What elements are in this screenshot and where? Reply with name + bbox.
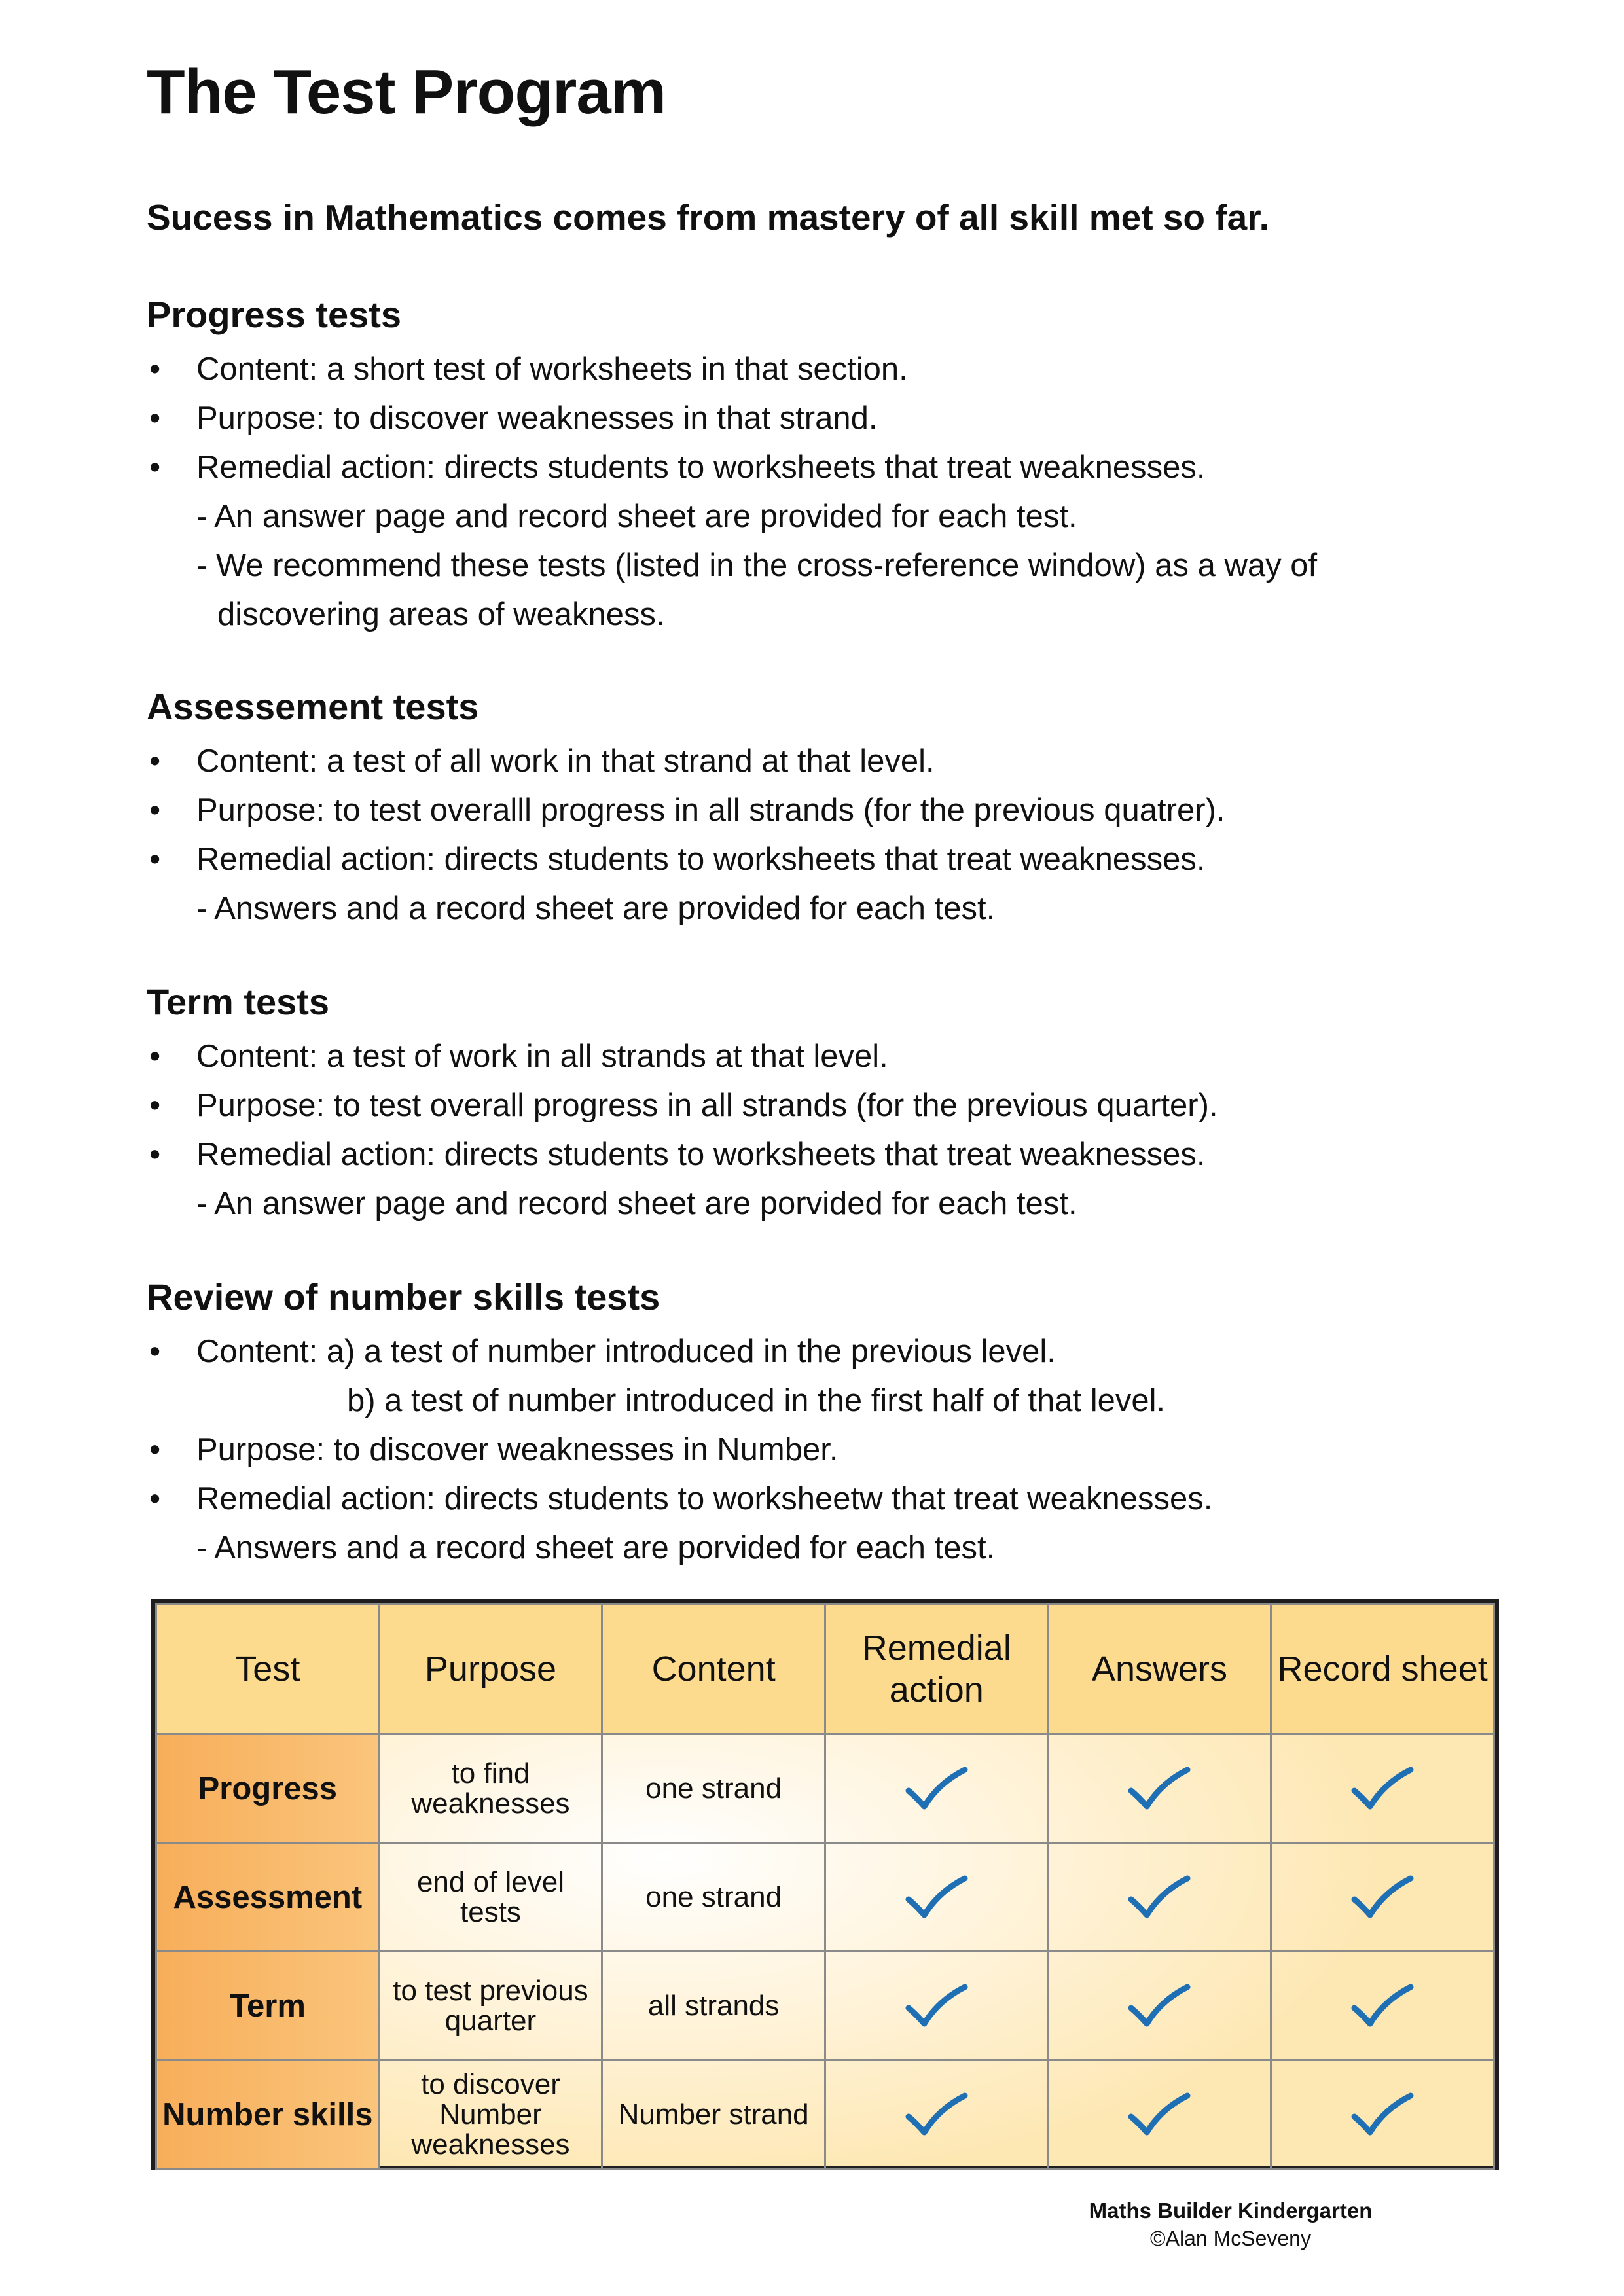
intro-statement: Sucess in Mathematics comes from mastery of all skill met so far. — [147, 197, 1269, 238]
section-number-skills-tests — [147, 1274, 1521, 1573]
cell-remedial-action — [825, 1952, 1048, 2060]
section-heading: Assessement tests — [147, 686, 479, 727]
checkmark-icon — [1350, 1983, 1415, 2029]
cell-purpose: to test previous quarter — [379, 1952, 602, 2060]
checkmark-icon — [1127, 1983, 1191, 2029]
cell-test-name: Progress — [156, 1734, 380, 1843]
checkmark-icon — [905, 2092, 969, 2138]
page-title: The Test Program — [147, 57, 666, 127]
cell-record-sheet — [1271, 1952, 1494, 2060]
table-row — [156, 1843, 1494, 1952]
section-heading: Review of number skills tests — [147, 1276, 660, 1318]
checkmark-icon — [1350, 1766, 1415, 1812]
sub-note: - Answers and a record sheet are porvided for each test. — [196, 1530, 996, 1566]
bullet-purpose: • Purpose: to test overall progress in all strands (for the previous quarter). — [147, 1081, 1521, 1130]
column-header: Answers — [1048, 1604, 1271, 1734]
cell-test-name: Number skills — [156, 2060, 380, 2169]
section-heading: Term tests — [147, 981, 330, 1022]
cell-answers — [1048, 2060, 1271, 2169]
sub-note: - Answers and a record sheet are provided for each test. — [196, 891, 996, 926]
footer-brand: Maths Builder Kindergarten — [1089, 2198, 1373, 2223]
cell-purpose: to discover Number weaknesses — [379, 2060, 602, 2169]
bullet-remedial: • Remedial action: directs students to worksheetw that treat weaknesses. — [147, 1475, 1521, 1524]
section-term-tests — [147, 978, 1521, 1229]
sub-note: - We recommend these tests (listed in the cross-reference window) as a way of — [196, 548, 1318, 583]
column-header: Remedial action — [825, 1604, 1048, 1734]
footer-copyright: ©Alan McSeveny — [1150, 2227, 1311, 2250]
bullet-content: • Content: a test of work in all strands at that level. — [147, 1032, 1521, 1081]
checkmark-icon — [1350, 1874, 1415, 1920]
bullet-remedial: • Remedial action: directs students to worksheets that treat weaknesses. — [147, 835, 1521, 884]
checkmark-icon — [905, 1766, 969, 1812]
sub-note-continuation: discovering areas of weakness. — [217, 597, 665, 632]
section-progress-tests — [147, 291, 1521, 639]
checkmark-icon — [1127, 1766, 1191, 1812]
cell-content: Number strand — [602, 2060, 825, 2169]
bullet-remedial: • Remedial action: directs students to worksheets that treat weaknesses. — [147, 443, 1521, 492]
bullet-content: • Content: a) a test of number introduced in the previous level. — [147, 1327, 1521, 1376]
cell-record-sheet — [1271, 2060, 1494, 2169]
table-row — [156, 1952, 1494, 2060]
cell-content: one strand — [602, 1734, 825, 1843]
table-header-row — [156, 1604, 1494, 1734]
cell-remedial-action — [825, 1734, 1048, 1843]
cell-record-sheet — [1271, 1734, 1494, 1843]
cell-content: one strand — [602, 1843, 825, 1952]
column-header: Content — [602, 1604, 825, 1734]
cell-answers — [1048, 1734, 1271, 1843]
section-heading: Progress tests — [147, 294, 402, 335]
cell-remedial-action — [825, 2060, 1048, 2169]
sub-note: - An answer page and record sheet are provided for each test. — [196, 499, 1077, 534]
cell-test-name: Term — [156, 1952, 380, 2060]
cell-remedial-action — [825, 1843, 1048, 1952]
cell-content: all strands — [602, 1952, 825, 2060]
sub-note: - An answer page and record sheet are porvided for each test. — [196, 1186, 1077, 1221]
cell-answers — [1048, 1843, 1271, 1952]
bullet-remedial: • Remedial action: directs students to worksheets that treat weaknesses. — [147, 1130, 1521, 1179]
checkmark-icon — [905, 1983, 969, 2029]
test-summary-table — [151, 1599, 1499, 2170]
column-header: Purpose — [379, 1604, 602, 1734]
section-assessment-tests — [147, 683, 1521, 933]
bullet-content: • Content: a short test of worksheets in that section. — [147, 345, 1521, 394]
cell-record-sheet — [1271, 1843, 1494, 1952]
column-header: Test — [156, 1604, 380, 1734]
bullet-content-continuation: b) a test of number introduced in the first half of that level. — [347, 1383, 1166, 1418]
table-row — [156, 2060, 1494, 2169]
bullet-content: • Content: a test of all work in that strand at that level. — [147, 737, 1521, 786]
column-header: Record sheet — [1271, 1604, 1494, 1734]
bullet-purpose: • Purpose: to test overalll progress in all strands (for the previous quatrer). — [147, 786, 1521, 835]
bullet-purpose: • Purpose: to discover weaknesses in that strand. — [147, 394, 1521, 443]
checkmark-icon — [1127, 2092, 1191, 2138]
checkmark-icon — [1127, 1874, 1191, 1920]
cell-purpose: to find weaknesses — [379, 1734, 602, 1843]
cell-purpose: end of level tests — [379, 1843, 602, 1952]
table-row — [156, 1734, 1494, 1843]
cell-test-name: Assessment — [156, 1843, 380, 1952]
checkmark-icon — [1350, 2092, 1415, 2138]
checkmark-icon — [905, 1874, 969, 1920]
bullet-purpose: • Purpose: to discover weaknesses in Number. — [147, 1426, 1521, 1475]
cell-answers — [1048, 1952, 1271, 2060]
